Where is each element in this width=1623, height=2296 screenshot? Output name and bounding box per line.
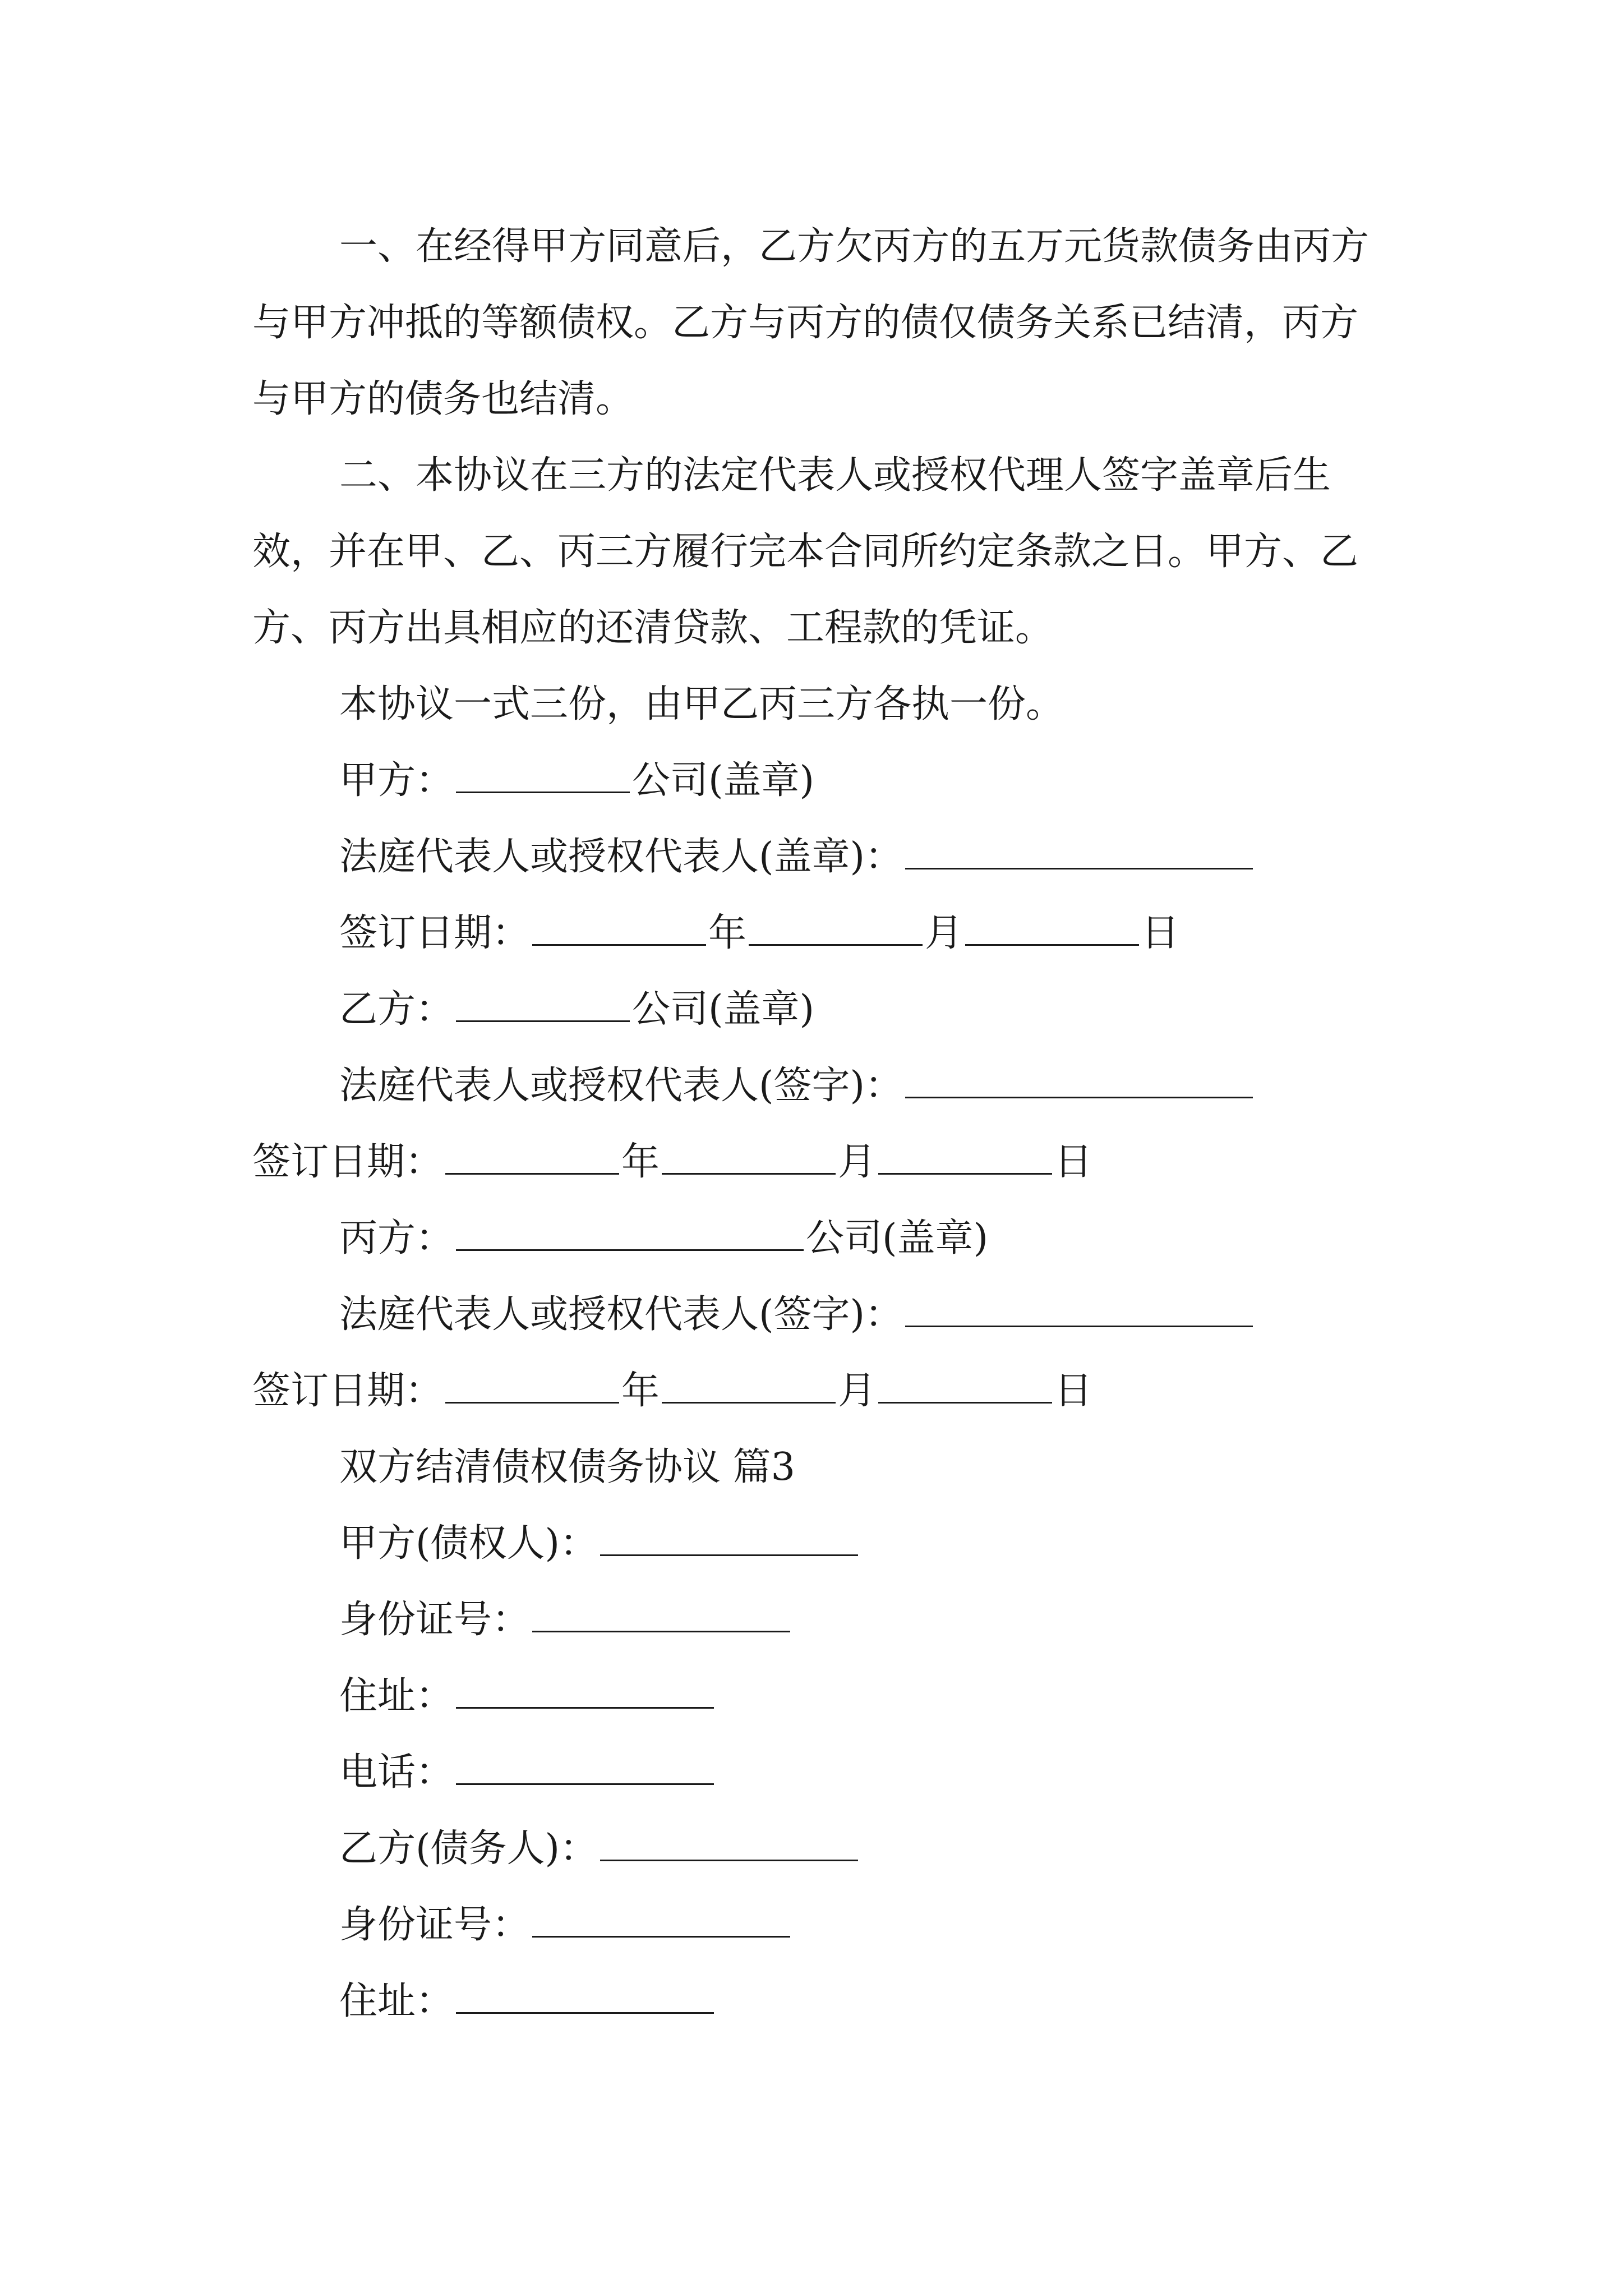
party-b-company: 公司(盖章)	[632, 987, 815, 1032]
party-b-year-blank	[445, 1139, 619, 1175]
clause-two	[252, 438, 1385, 666]
party-a-year-blank	[532, 910, 706, 946]
creditor-address-label: 住址：	[339, 1674, 454, 1718]
party-c-rep-label: 法庭代表人或授权代表人(签字)：	[339, 1292, 903, 1337]
party-b-rep-line	[339, 1048, 1255, 1124]
party-c-rep-blank	[905, 1292, 1253, 1327]
clause-one-text: 一、在经得甲方同意后，乙方欠丙方的五万元货款债务由丙方与甲方冲抵的等额债权。乙方与丙方的债仅债务关系已结清，丙方与甲方的债务也结清。	[252, 224, 1370, 421]
debtor-address-blank	[456, 1978, 714, 2014]
creditor-label: 甲方(债权人)：	[339, 1521, 598, 1566]
party-c-month-blank	[662, 1368, 836, 1404]
party-a-day-blank	[965, 910, 1139, 946]
party-b-day: 日	[1054, 1140, 1093, 1184]
creditor-id-line	[339, 1582, 792, 1658]
party-c-date-label: 签订日期：	[252, 1369, 444, 1413]
debtor-address-line	[339, 1963, 716, 2040]
party-b-line	[339, 972, 814, 1048]
debtor-blank	[600, 1826, 858, 1861]
party-c-day-blank	[878, 1368, 1052, 1404]
party-a-month: 月	[925, 911, 963, 955]
party-a-rep-label: 法庭代表人或授权代表人(盖章)：	[339, 835, 903, 879]
party-c-company: 公司(盖章)	[806, 1216, 989, 1260]
party-a-company: 公司(盖章)	[632, 758, 815, 803]
party-a-rep-blank	[905, 834, 1253, 869]
creditor-address-line	[339, 1658, 716, 1734]
debtor-id-blank	[532, 1902, 790, 1938]
debtor-line	[339, 1811, 860, 1887]
party-c-line	[339, 1200, 988, 1277]
party-c-rep-line	[339, 1277, 1255, 1353]
party-a-date-label: 签订日期：	[339, 911, 531, 955]
party-b-date-label: 签订日期：	[252, 1140, 444, 1184]
party-b-year: 年	[621, 1140, 660, 1184]
party-b-day-blank	[878, 1139, 1052, 1175]
party-c-name-blank	[456, 1216, 804, 1251]
party-a-name-blank	[456, 758, 630, 793]
party-b-rep-blank	[905, 1063, 1253, 1098]
debtor-id-line	[339, 1887, 792, 1963]
party-c-label: 丙方：	[339, 1216, 454, 1260]
party-c-day: 日	[1054, 1369, 1093, 1413]
creditor-blank	[600, 1521, 858, 1556]
party-b-label: 乙方：	[339, 987, 454, 1032]
party-c-month: 月	[838, 1369, 877, 1413]
copies-note: 本协议一式三份，由甲乙丙三方各执一份。	[339, 682, 1064, 726]
creditor-id-blank	[532, 1597, 790, 1632]
creditor-address-blank	[456, 1673, 714, 1709]
debtor-address-label: 住址：	[339, 1979, 454, 2023]
party-a-label: 甲方：	[339, 758, 454, 803]
party-b-month-blank	[662, 1139, 836, 1175]
party-c-year-blank	[445, 1368, 619, 1404]
clause-two-text: 二、本协议在三方的法定代表人或授权代理人签字盖章后生效，并在甲、乙、丙三方履行完本合同所约定条款之日。甲方、乙方、丙方出具相应的还清贷款、工程款的凭证。	[252, 453, 1359, 650]
creditor-phone-label: 电话：	[339, 1750, 454, 1795]
creditor-phone-blank	[456, 1750, 714, 1785]
party-a-year: 年	[708, 911, 747, 955]
party-a-line	[339, 743, 814, 819]
debtor-id-label: 身份证号：	[339, 1903, 531, 1947]
party-a-rep-line	[339, 819, 1255, 895]
party-c-date-line	[252, 1353, 1092, 1429]
creditor-phone-line	[339, 1734, 716, 1811]
party-b-rep-label: 法庭代表人或授权代表人(签字)：	[339, 1064, 903, 1108]
party-a-date-line	[339, 895, 1179, 972]
party-b-date-line	[252, 1124, 1092, 1200]
party-a-day: 日	[1141, 911, 1180, 955]
party-b-name-blank	[456, 987, 630, 1022]
debtor-label: 乙方(债务人)：	[339, 1826, 598, 1871]
party-c-year: 年	[621, 1369, 660, 1413]
creditor-line	[339, 1506, 860, 1582]
section-3-title: 双方结清债权债务协议 篇3	[339, 1445, 795, 1489]
clause-one	[252, 209, 1385, 438]
party-b-month: 月	[838, 1140, 877, 1184]
creditor-id-label: 身份证号：	[339, 1598, 531, 1642]
party-a-month-blank	[749, 910, 923, 946]
